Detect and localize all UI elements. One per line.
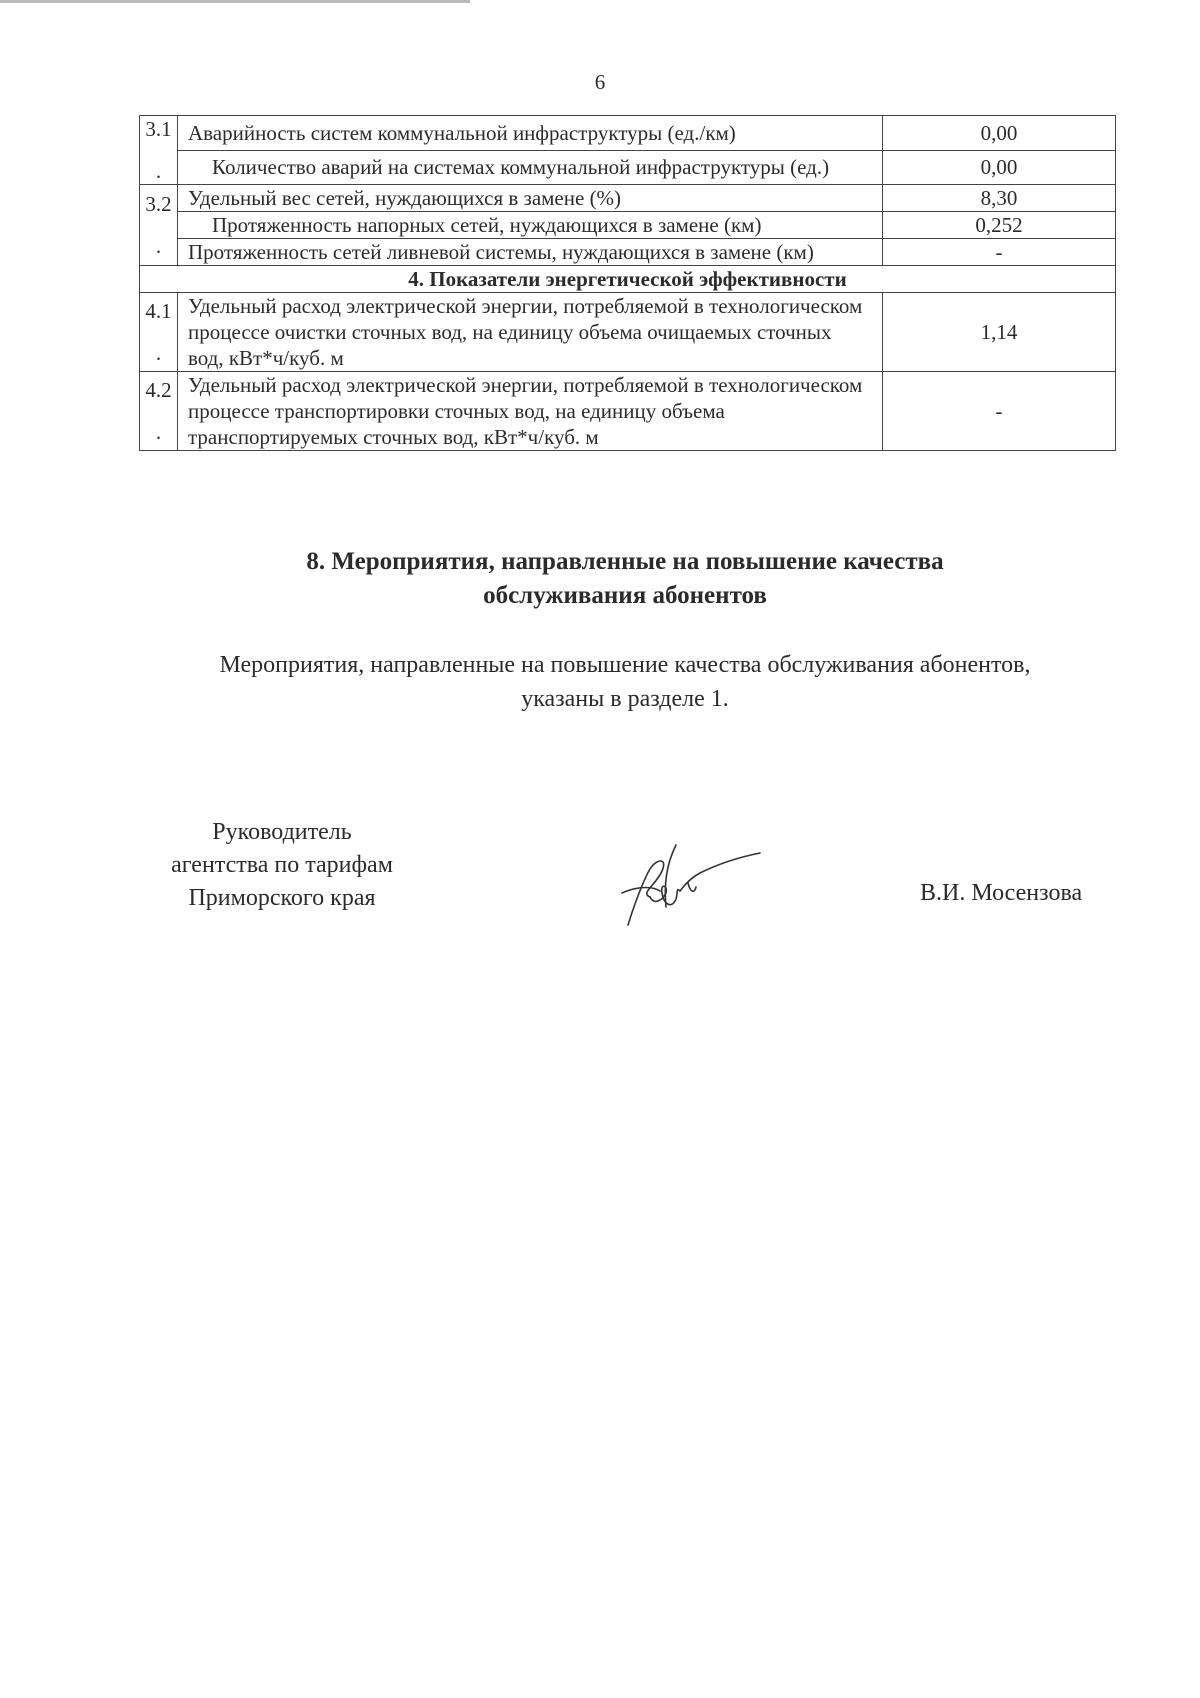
table-row [140,293,1116,372]
indicator-description: Удельный расход электрической энергии, потребляемой в технологическом процессе транспортировки сточных вод, на единицу объема транспортируемых сточных вод, кВт*ч/куб. м [178,372,883,451]
scan-edge [0,0,470,3]
table-section-title: 4. Показатели энергетической эффективности [140,266,1116,293]
row-number-line: . [155,341,162,365]
indicator-value: - [883,372,1116,451]
section-8-heading-line-1: 8. Мероприятия, направленные на повышение качества [306,548,944,575]
indicator-description: Протяженность сетей ливневой системы, нуждающихся в замене (км) [178,239,883,266]
indicator-description: Удельный расход электрической энергии, потребляемой в технологическом процессе очистки сточных вод, на единицу объема очищаемых сточных вод, кВт*ч/куб. м [178,293,883,372]
table-row [140,212,1116,239]
section-8-heading [0,545,1200,613]
handwritten-signature [610,835,770,935]
row-number [140,116,178,185]
signatory-title-line-2: агентства по тарифам [171,852,393,878]
page-number: 6 [594,70,606,94]
table-row [140,116,1116,151]
table-row [140,150,1116,185]
indicators-table [139,115,1116,451]
row-number [140,372,178,451]
signatory-title [142,816,422,915]
section-8-body-line-2: указаны в разделе 1. [521,686,729,712]
row-number [140,185,178,266]
row-number-line: . [155,159,162,183]
indicator-description: Количество аварий на системах коммунальной инфраструктуры (ед.) [178,150,883,185]
indicator-description: Удельный вес сетей, нуждающихся в замене (%) [178,185,883,212]
indicators-table-body [140,116,1116,451]
row-number-line: 4.2 [145,378,172,402]
indicator-value: 8,30 [883,185,1116,212]
indicator-value: 1,14 [883,293,1116,372]
table-row [140,239,1116,266]
signatory-title-line-1: Руководитель [212,819,352,845]
indicator-value: - [883,239,1116,266]
indicator-description: Аварийность систем коммунальной инфраструктуры (ед./км) [178,116,883,151]
indicator-value: 0,00 [883,150,1116,185]
signatory-title-line-3: Приморского края [188,885,376,911]
section-8-heading-line-2: обслуживания абонентов [483,582,767,609]
row-number-line: 3.2 [145,192,172,216]
row-number-line: . [155,234,162,258]
table-section-row [140,266,1116,293]
row-number-line: 4.1 [145,299,172,323]
indicator-value: 0,252 [883,212,1116,239]
table-row [140,185,1116,212]
signatory-name: В.И. Мосензова [920,880,1083,906]
section-8-body [0,648,1200,716]
indicator-value: 0,00 [883,116,1116,151]
row-number [140,293,178,372]
row-number-line: 3.1 [145,117,172,141]
row-number-line: . [155,420,162,444]
section-8-body-line-1: Мероприятия, направленные на повышение качества обслуживания абонентов, [219,652,1031,678]
table-row [140,372,1116,451]
indicator-description: Протяженность напорных сетей, нуждающихся в замене (км) [178,212,883,239]
